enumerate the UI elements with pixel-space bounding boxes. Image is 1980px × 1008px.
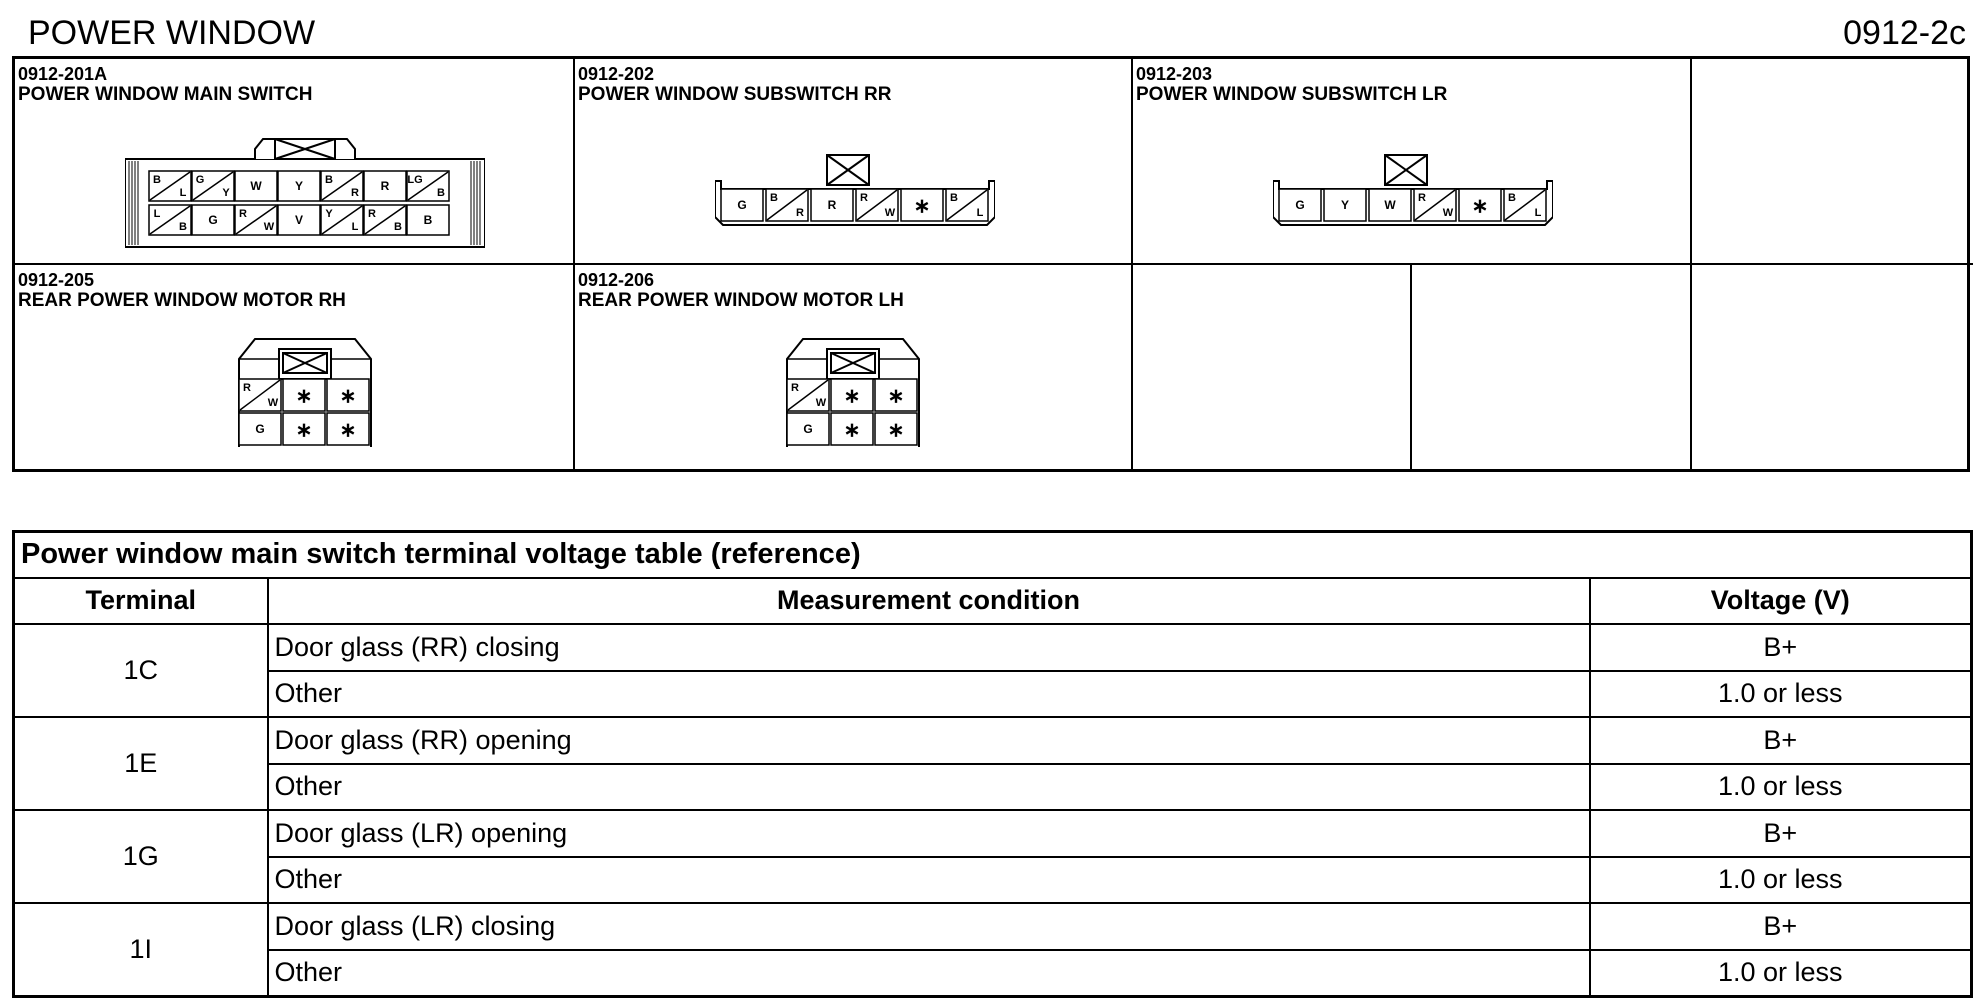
pin-label: B <box>179 220 187 233</box>
voltage-cell: 1.0 or less <box>1590 671 1972 718</box>
connector-code: 0912-206 <box>578 270 655 290</box>
voltage-cell: 1.0 or less <box>1590 857 1972 904</box>
subswitch-lr-connector-diagram <box>1273 149 1553 229</box>
page-code: 0912-2c <box>1843 14 1966 52</box>
pin-label: R <box>791 381 799 394</box>
condition-cell: Other <box>268 671 1590 718</box>
pin-label: ∗ <box>339 419 357 442</box>
pin-label: G <box>737 198 747 213</box>
pin-label: R <box>368 207 376 220</box>
pin-label: B <box>153 173 161 186</box>
pin-label: B <box>394 220 402 233</box>
pin-label: ∗ <box>295 419 313 442</box>
pin-label: L <box>153 207 161 220</box>
header-terminal: Terminal <box>14 578 268 625</box>
empty-subcell <box>1412 265 1691 469</box>
empty-cell <box>1692 59 1973 265</box>
pin-label: G <box>208 213 218 228</box>
voltage-cell: 1.0 or less <box>1590 950 1972 997</box>
pin-label: G <box>255 422 265 437</box>
table-row <box>14 950 1972 997</box>
table-row <box>14 717 1972 764</box>
connector-code: 0912-201A <box>18 64 108 84</box>
pin-label: W <box>250 179 262 194</box>
connector-cell-motor-rh <box>15 265 575 469</box>
connector-name: POWER WINDOW MAIN SWITCH <box>18 84 313 105</box>
pin-label: B <box>423 213 433 228</box>
pin-label: V <box>294 213 304 228</box>
pin-label: G <box>803 422 813 437</box>
motor-lh-connector-diagram <box>783 335 923 451</box>
table-row <box>14 903 1972 950</box>
pin-label: ∗ <box>339 385 357 408</box>
pin-label: ∗ <box>295 385 313 408</box>
header-voltage: Voltage (V) <box>1590 578 1972 625</box>
connector-cell-subswitch-rr <box>575 59 1133 265</box>
subswitch-rr-connector-diagram <box>715 149 995 229</box>
table-row <box>14 857 1972 904</box>
condition-cell: Door glass (LR) opening <box>268 810 1590 857</box>
connector-name: POWER WINDOW SUBSWITCH LR <box>1136 84 1448 105</box>
empty-cell-split <box>1133 265 1692 469</box>
empty-cell <box>1692 265 1973 469</box>
table-row <box>14 764 1972 811</box>
connector-code: 0912-205 <box>18 270 95 290</box>
terminal-cell: 1I <box>14 903 268 996</box>
pin-label: B <box>325 173 333 186</box>
motor-rh-connector-diagram <box>235 335 375 451</box>
pin-label: B <box>950 191 958 204</box>
pin-label: Y <box>1340 198 1350 213</box>
pin-label: G <box>195 173 205 186</box>
pin-label: R <box>351 186 359 199</box>
pin-label: R <box>380 179 390 194</box>
pin-label: W <box>267 396 279 409</box>
main-switch-connector-diagram <box>125 133 485 249</box>
pin-label: R <box>239 207 247 220</box>
pin-label: Y <box>294 179 304 194</box>
empty-subcell <box>1133 265 1412 469</box>
pin-label: W <box>1384 198 1396 213</box>
connector-name: REAR POWER WINDOW MOTOR RH <box>18 290 346 311</box>
pin-label: W <box>884 206 896 219</box>
voltage-cell: B+ <box>1590 624 1972 671</box>
pin-label: R <box>827 198 837 213</box>
header-condition: Measurement condition <box>268 578 1590 625</box>
voltage-cell: B+ <box>1590 717 1972 764</box>
pin-label: W <box>1442 206 1454 219</box>
pin-label: ∗ <box>887 385 905 408</box>
pin-label: L <box>179 186 187 199</box>
pin-label: ∗ <box>1471 195 1489 218</box>
connector-cell-subswitch-lr <box>1133 59 1692 265</box>
page-title: POWER WINDOW <box>28 14 316 52</box>
pin-label: W <box>263 220 275 233</box>
table-caption: Power window main switch terminal voltage table (reference) <box>14 532 1972 578</box>
pin-label: L <box>1534 206 1542 219</box>
pin-label: W <box>815 396 827 409</box>
pin-label: ∗ <box>913 195 931 218</box>
pin-label: Y <box>222 186 230 199</box>
condition-cell: Door glass (RR) closing <box>268 624 1590 671</box>
pin-label: G <box>1295 198 1305 213</box>
voltage-cell: B+ <box>1590 903 1972 950</box>
pin-label: R <box>243 381 251 394</box>
pin-label: B <box>1508 191 1516 204</box>
pin-label: L <box>351 220 359 233</box>
condition-cell: Door glass (LR) closing <box>268 903 1590 950</box>
connector-grid <box>12 56 1970 472</box>
connector-name: POWER WINDOW SUBSWITCH RR <box>578 84 892 105</box>
terminal-cell: 1C <box>14 624 268 717</box>
table-row <box>14 671 1972 718</box>
pin-label: B <box>770 191 778 204</box>
pin-label: R <box>860 191 868 204</box>
connector-cell-main-switch <box>15 59 575 265</box>
pin-label: R <box>796 206 804 219</box>
condition-cell: Other <box>268 857 1590 904</box>
pin-label: ∗ <box>887 419 905 442</box>
voltage-cell: 1.0 or less <box>1590 764 1972 811</box>
pin-label: ∗ <box>843 419 861 442</box>
connector-name: REAR POWER WINDOW MOTOR LH <box>578 290 904 311</box>
pin-label: ∗ <box>843 385 861 408</box>
pin-label: B <box>437 186 445 199</box>
pin-label: R <box>1418 191 1426 204</box>
table-row <box>14 810 1972 857</box>
pin-label: L <box>976 206 984 219</box>
condition-cell: Other <box>268 950 1590 997</box>
pin-label: Y <box>325 207 333 220</box>
condition-cell: Door glass (RR) opening <box>268 717 1590 764</box>
connector-code: 0912-202 <box>578 64 655 84</box>
connector-cell-motor-lh <box>575 265 1133 469</box>
terminal-cell: 1G <box>14 810 268 903</box>
pin-label: LG <box>407 173 423 186</box>
voltage-cell: B+ <box>1590 810 1972 857</box>
voltage-table <box>12 530 1973 998</box>
connector-code: 0912-203 <box>1136 64 1213 84</box>
condition-cell: Other <box>268 764 1590 811</box>
table-row <box>14 624 1972 671</box>
terminal-cell: 1E <box>14 717 268 810</box>
